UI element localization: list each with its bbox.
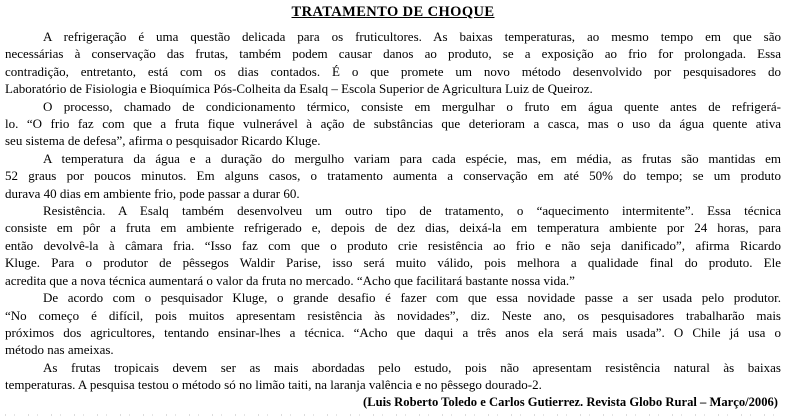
text-line: Resistência. A Esalq também desenvolveu um outro tipo de tratamento, o “aquecimento intermitente”. Essa técnica <box>43 203 781 219</box>
text-line: método nas ameixas. <box>5 342 114 358</box>
text-line: A refrigeração é uma questão delicada para os fruticultores. As baixas temperaturas, ao mesmo tempo em que são <box>43 29 781 44</box>
text-line: então devolvê-la à câmara fria. “Isso faz com que o produto crie resistência ao frio e não seja danificado”, afirma Ricardo <box>5 237 781 253</box>
text-line: necessárias à conservação das frutas, também podem causar danos ao produto, se a exposição ao frio for prolongada. Essa <box>5 46 781 62</box>
text-line: 52 graus por poucos minutos. Em alguns casos, o tratamento aumenta a conservação em até 50% do tempo; se um produto <box>5 168 781 184</box>
text-line: As frutas tropicais devem ser as mais abordadas pelo estudo, pois não apresentam resistência natural às baixas <box>43 359 781 375</box>
text-line: durava 40 dias em ambiente frio, pode passar a durar 60. <box>5 185 300 201</box>
text-line: De acordo com o pesquisador Kluge, o grande desafio é fazer com que essa novidade passe a ser usada pelo produtor. <box>43 290 781 306</box>
text-line: “No começo é difícil, pois muitos apresentam resistência às novidades”, diz. Neste ano, os pesquisadores trabalharão mais <box>5 307 781 323</box>
article-body <box>0 28 786 411</box>
text-line: contradição, entretanto, está com os dias contados. É o que promete um novo método desenvolvido por pesquisadores do <box>5 63 781 79</box>
text-line: consiste em pôr a fruta em ambiente refrigerado e, depois de dez dias, deixá-la em temperatura ambiente por 24 horas, para <box>5 220 781 236</box>
paragraph <box>5 289 781 359</box>
text-line: temperaturas. A pesquisa testou o método só no limão taiti, na laranja valência e no pêssego dourado-2. <box>5 377 542 393</box>
text-line: O processo, chamado de condicionamento térmico, consiste em mergulhar o fruto em água quente antes de refrigerá- <box>43 98 781 114</box>
paragraph <box>5 28 781 98</box>
text-line: seu sistema de defesa”, afirma o pesquisador Ricardo Kluge. <box>5 133 321 149</box>
text-line: próximos dos agricultores, tentando ensinar-lhes a técnica. “Acho que daqui a três anos ela será mais usada”. O Chile já usa o <box>5 324 781 340</box>
text-line: Kluge. Para o produtor de pêssegos Waldir Parise, isso será muito válido, pois melhora a qualidade final do produto. Ele <box>5 255 781 271</box>
text-line: acredita que a nova técnica aumentará o valor da fruta no mercado. “Acho que facilitará bastante nossa vida.” <box>5 272 575 288</box>
paragraph <box>5 150 781 202</box>
paragraph <box>5 202 781 289</box>
text-line: lo. “O frio faz com que a fruta fique vulnerável à ação de substâncias que deterioram a casca, mas o uso da água quente ativa <box>5 116 781 132</box>
paragraph <box>5 359 781 394</box>
text-line: Laboratório de Fisiologia e Bioquímica Pós-Colheita da Esalq – Escola Superior de Agricultura Luiz de Queiroz. <box>5 81 593 97</box>
text-line: A temperatura da água e a duração do mergulho variam para cada espécie, mas, em média, as frutas são mantidas em <box>43 150 781 166</box>
credit-line: (Luis Roberto Toledo e Carlos Gutierrez. Revista Globo Rural – Março/2006) <box>363 394 778 409</box>
paragraph <box>5 98 781 150</box>
page-title: TRATAMENTO DE CHOQUE <box>291 4 495 20</box>
